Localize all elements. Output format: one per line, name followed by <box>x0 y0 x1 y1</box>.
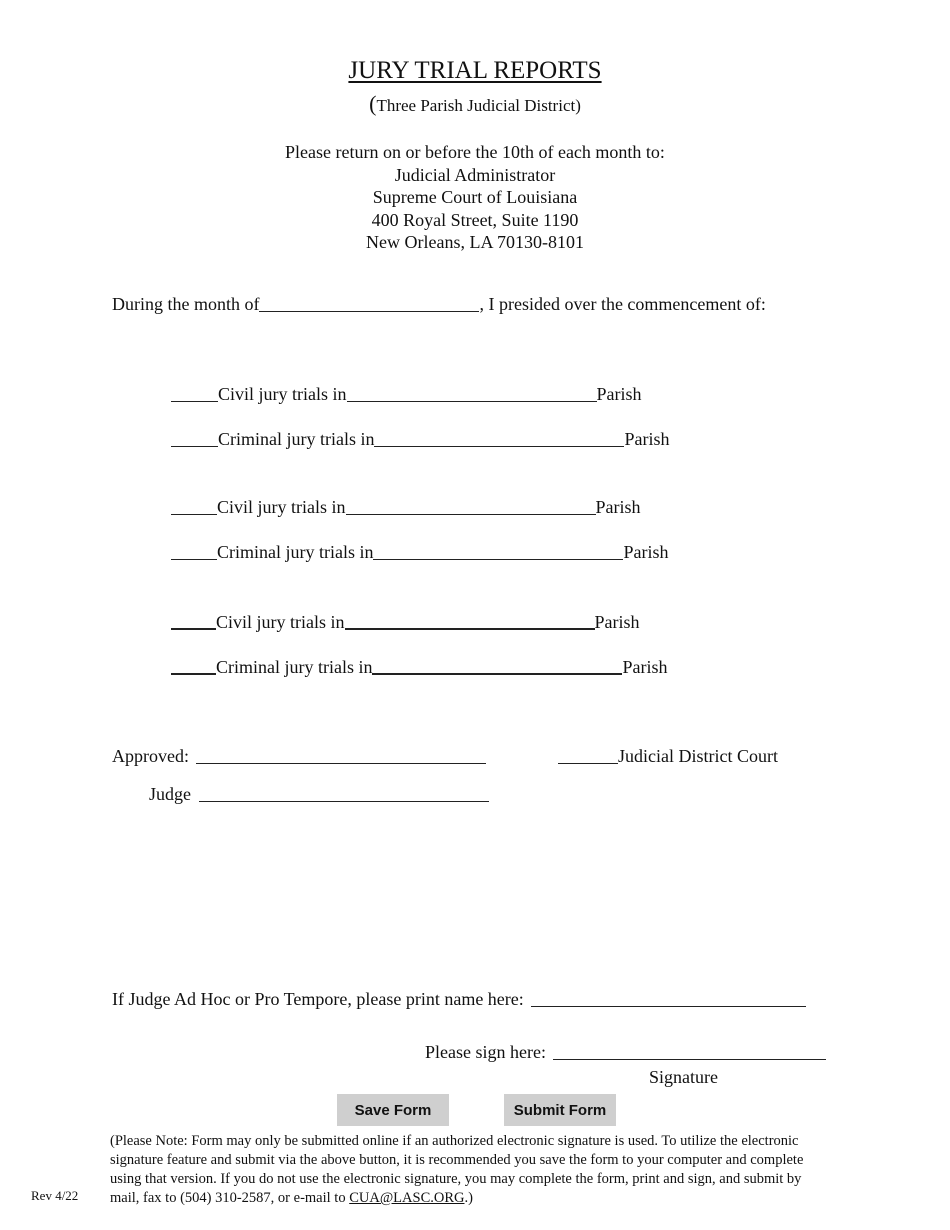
form-title: JURY TRIAL REPORTS <box>348 57 602 84</box>
approved-row <box>112 745 486 767</box>
subtitle-text: Three Parish Judicial District) <box>376 96 581 115</box>
civil-row-2 <box>171 496 641 518</box>
signature-caption: Signature <box>649 1067 718 1087</box>
criminal-parish-field-1[interactable] <box>374 428 624 447</box>
adhoc-name-field[interactable] <box>531 988 806 1007</box>
approved-label: Approved: <box>112 746 189 766</box>
adhoc-row <box>112 988 806 1010</box>
criminal-count-field-1[interactable] <box>171 428 218 447</box>
parish-label-5: Parish <box>594 612 640 632</box>
sign-label: Please sign here: <box>425 1042 546 1062</box>
return-instruction: Please return on or before the 10th of each month to: <box>285 142 665 162</box>
civil-label-1: Civil jury trials in <box>218 384 347 404</box>
parish-label-2: Parish <box>624 429 670 449</box>
save-form-button[interactable]: Save Form <box>337 1094 449 1126</box>
court-label: Judicial District Court <box>618 746 778 766</box>
address-line-1: Judicial Administrator <box>394 164 556 185</box>
address-line-2: Supreme Court of Louisiana <box>372 187 578 207</box>
address-line-4: New Orleans, LA 70130-8101 <box>366 232 584 252</box>
district-number-field[interactable] <box>558 745 618 764</box>
revision-label: Rev 4/22 <box>31 1188 79 1203</box>
parish-label-1: Parish <box>596 384 642 404</box>
adhoc-label: If Judge Ad Hoc or Pro Tempore, please print name here: <box>112 989 524 1009</box>
civil-count-field-3[interactable] <box>171 610 216 630</box>
civil-row-3 <box>171 610 640 633</box>
subtitle-paren: ( <box>369 91 377 116</box>
month-prefix: During the month of <box>112 294 260 314</box>
criminal-count-field-2[interactable] <box>171 541 217 560</box>
month-statement <box>112 293 766 315</box>
note-close: .) <box>464 1190 473 1206</box>
civil-parish-field-2[interactable] <box>346 496 596 515</box>
civil-parish-field-3[interactable] <box>345 610 595 630</box>
signature-field[interactable] <box>553 1041 826 1060</box>
email-link[interactable]: CUA@LASC.ORG <box>349 1190 465 1206</box>
civil-count-field-1[interactable] <box>171 383 218 402</box>
criminal-label-1: Criminal jury trials in <box>218 429 375 449</box>
address-line-3: 400 Royal Street, Suite 1190 <box>371 209 579 230</box>
criminal-row-2 <box>171 541 668 563</box>
month-suffix: , I presided over the commencement of: <box>479 294 766 314</box>
judge-field[interactable] <box>199 783 489 802</box>
submit-form-button[interactable]: Submit Form <box>504 1094 616 1126</box>
criminal-parish-field-2[interactable] <box>373 541 623 560</box>
civil-label-3: Civil jury trials in <box>216 612 345 632</box>
judge-label: Judge <box>149 784 191 804</box>
court-row <box>558 745 778 767</box>
judge-row <box>149 783 489 805</box>
submission-note <box>110 1132 830 1208</box>
criminal-row-1 <box>171 428 669 450</box>
civil-count-field-2[interactable] <box>171 496 217 515</box>
sign-row <box>425 1041 826 1063</box>
note-text: (Please Note: Form may only be submitted online if an authorized electronic signature is used. To utilize the electronic signature feature and submit via the above button, it is recommended you save the form to your computer and complete using that version. If you do not use the electronic signature, you may complete the form, print and sign, and submit by mail, fax to (504) 310-2587, or e-mail to <box>110 1133 804 1206</box>
criminal-row-3 <box>171 655 667 678</box>
civil-parish-field-1[interactable] <box>347 383 597 402</box>
civil-row-1 <box>171 383 642 405</box>
parish-label-3: Parish <box>595 497 641 517</box>
approved-field[interactable] <box>196 745 486 764</box>
criminal-label-2: Criminal jury trials in <box>217 542 374 562</box>
month-field[interactable] <box>259 293 479 312</box>
form-subtitle <box>0 91 950 117</box>
parish-label-6: Parish <box>622 657 668 677</box>
parish-label-4: Parish <box>623 542 669 562</box>
criminal-label-3: Criminal jury trials in <box>216 657 373 677</box>
criminal-parish-field-3[interactable] <box>372 655 622 675</box>
address-block <box>0 141 950 254</box>
criminal-count-field-3[interactable] <box>171 655 216 675</box>
civil-label-2: Civil jury trials in <box>217 497 346 517</box>
